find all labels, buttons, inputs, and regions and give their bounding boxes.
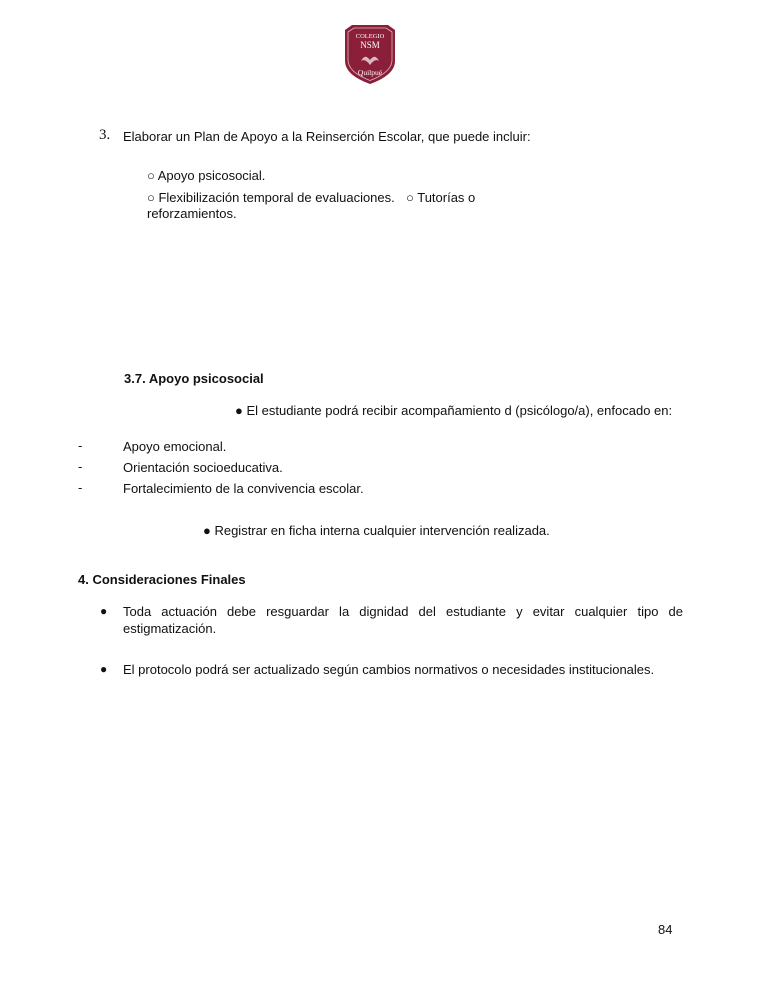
school-crest-logo: [342, 25, 398, 85]
list-number-3: 3.: [99, 127, 111, 143]
item3-sub-flexibilizacion: ○ Flexibilización temporal de evaluaciones.: [147, 190, 395, 205]
item3-sub-reforzamientos: reforzamientos.: [147, 206, 237, 221]
crest-line-colegio: COLEGIO: [355, 33, 385, 40]
dash-marker: -: [78, 459, 83, 474]
page-number: 84: [658, 922, 673, 937]
dash-marker: -: [78, 480, 83, 495]
section-3-7-heading: 3.7. Apoyo psicosocial: [124, 371, 264, 386]
section-4-heading: 4. Consideraciones Finales: [78, 572, 246, 587]
item3-text: Elaborar un Plan de Apoyo a la Reinserción Escolar, que puede incluir:: [123, 129, 531, 144]
item3-sub-tutorias: ○ Tutorías o: [406, 190, 476, 205]
dash-item-orientacion: Orientación socioeducativa.: [123, 460, 283, 475]
section-3-7-bullet-registrar: ● Registrar en ficha interna cualquier intervención realizada.: [203, 523, 550, 538]
crest-line-nsm: NSM: [360, 40, 380, 50]
dash-item-fortalecimiento: Fortalecimiento de la convivencia escolar.: [123, 481, 364, 496]
dash-marker: -: [78, 438, 83, 453]
item3-sub-psicosocial: ○ Apoyo psicosocial.: [147, 168, 266, 183]
consideraciones-item-protocolo: El protocolo podrá ser actualizado según cambios normativos o necesidades institucionales.: [123, 662, 655, 677]
crest-line-quilpue: Quilpué: [357, 68, 383, 77]
dash-item-apoyo-emocional: Apoyo emocional.: [123, 439, 227, 454]
bullet-icon: ●: [100, 662, 108, 676]
section-3-7-bullet-acompanamiento: ● El estudiante podrá recibir acompañamiento d (psicólogo/a), enfocado en:: [235, 403, 673, 418]
bullet-icon: ●: [100, 604, 108, 618]
consideraciones-item-dignidad: Toda actuación debe resguardar la dignidad del estudiante y evitar cualquier tipo de estigmatización.: [123, 604, 683, 636]
